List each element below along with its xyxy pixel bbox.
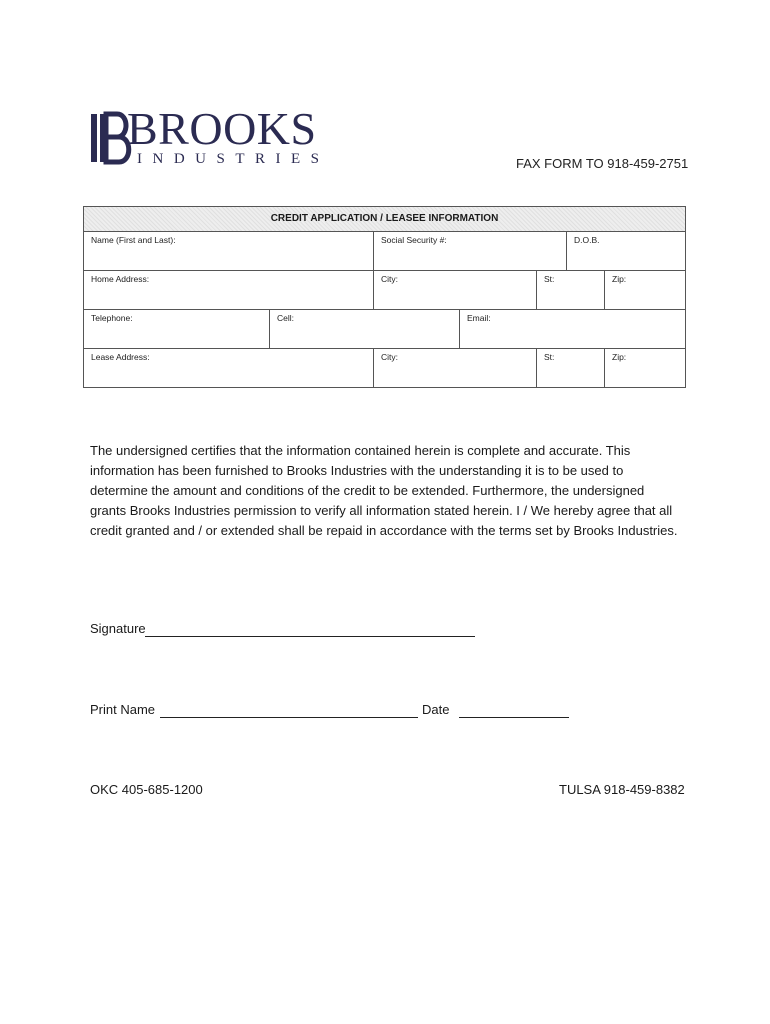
home-address-field[interactable] — [84, 271, 374, 309]
logo-subtitle-text: INDUSTRIES — [137, 151, 330, 167]
home-address-label: Home Address: — [91, 274, 150, 284]
lease-city-field[interactable] — [374, 349, 537, 387]
certification-line: credit granted and / or extended shall be repaid in accordance with the terms set by Brooks Industries. — [90, 523, 678, 538]
signature-line[interactable] — [145, 636, 475, 637]
certification-line: determine the amount and conditions of the credit to be extended. Furthermore, the undersigned — [90, 483, 645, 498]
lease-zip-label: Zip: — [612, 352, 627, 362]
dob-field[interactable] — [567, 232, 685, 270]
date-label: Date — [422, 702, 450, 717]
form-title: CREDIT APPLICATION / LEASEE INFORMATION — [84, 207, 685, 232]
home-city-label: City: — [381, 274, 398, 284]
ssn-field[interactable] — [374, 232, 567, 270]
credit-application-form — [83, 206, 686, 388]
brooks-logo — [89, 103, 330, 172]
form-row-lease-address — [84, 349, 685, 387]
okc-phone: OKC 405-685-1200 — [90, 782, 203, 797]
certification-line: grants Brooks Industries permission to verify all information stated herein. I / We hereby agree that all — [90, 503, 673, 518]
home-zip-label: Zip: — [612, 274, 627, 284]
form-row-contact — [84, 310, 685, 349]
ssn-field-label: Social Security #: — [381, 235, 447, 245]
cell-field[interactable] — [270, 310, 460, 348]
name-field-label: Name (First and Last): — [91, 235, 176, 245]
telephone-label: Telephone: — [91, 313, 133, 323]
home-city-field[interactable] — [374, 271, 537, 309]
certification-line: The undersigned certifies that the information contained herein is complete and accurate. This — [90, 443, 631, 458]
certification-line: information has been furnished to Brooks Industries with the understanding it is to be used to — [90, 463, 624, 478]
form-row-home-address — [84, 271, 685, 310]
print-name-label: Print Name — [90, 702, 156, 717]
lease-state-label: St: — [544, 352, 555, 362]
certification-paragraph — [90, 441, 690, 541]
form-row-name — [84, 232, 685, 271]
lease-zip-field[interactable] — [605, 349, 685, 387]
home-zip-field[interactable] — [605, 271, 685, 309]
lease-address-field[interactable] — [84, 349, 374, 387]
home-state-field[interactable] — [537, 271, 605, 309]
lease-state-field[interactable] — [537, 349, 605, 387]
email-label: Email: — [467, 313, 491, 323]
home-state-label: St: — [544, 274, 555, 284]
signature-label: Signature — [90, 621, 146, 636]
name-field[interactable] — [84, 232, 374, 270]
print-name-line[interactable] — [160, 717, 418, 718]
fax-instruction: FAX FORM TO 918-459-2751 — [516, 156, 689, 171]
lease-city-label: City: — [381, 352, 398, 362]
date-line[interactable] — [459, 717, 569, 718]
lease-address-label: Lease Address: — [91, 352, 150, 362]
logo-brand-text: BROOKS — [127, 103, 317, 154]
dob-field-label: D.O.B. — [574, 235, 600, 245]
cell-label: Cell: — [277, 313, 295, 323]
email-field[interactable] — [460, 310, 685, 348]
tulsa-phone: TULSA 918-459-8382 — [559, 782, 685, 797]
telephone-field[interactable] — [84, 310, 270, 348]
